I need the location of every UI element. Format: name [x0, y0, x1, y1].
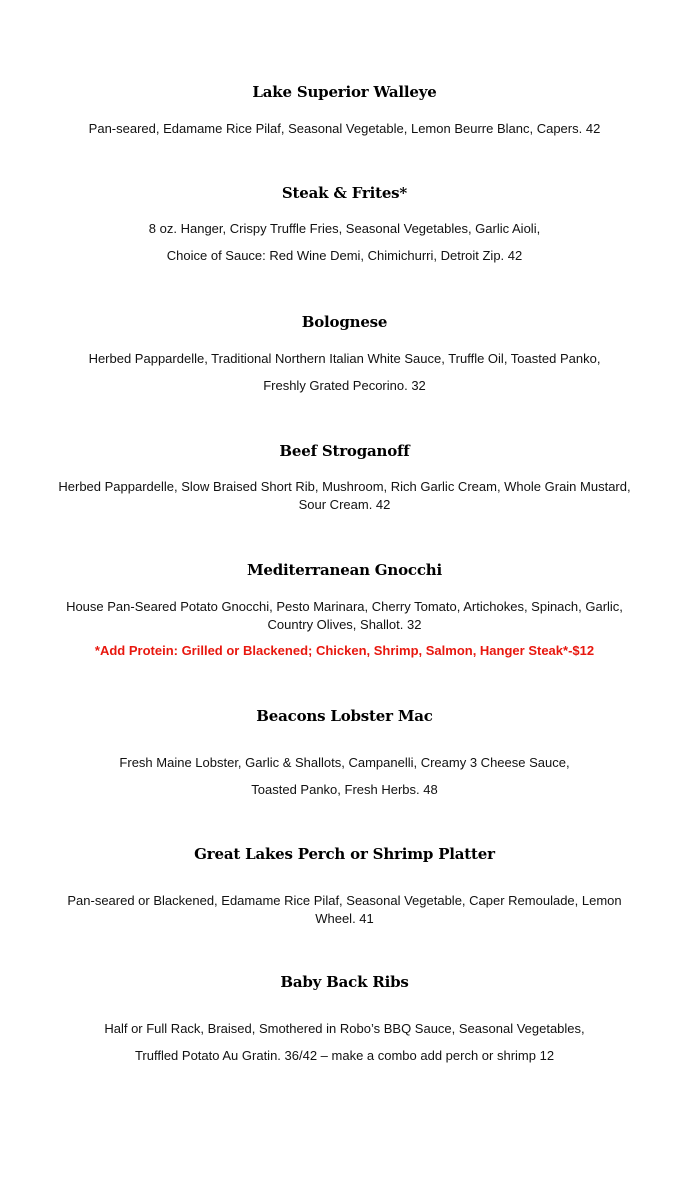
dish-description: Choice of Sauce: Red Wine Demi, Chimichurri, Detroit Zip. 42	[166, 248, 523, 263]
menu-item-bolognese	[40, 313, 649, 394]
menu-item-mediterranean-gnocchi	[40, 561, 649, 658]
dish-description: Half or Full Rack, Braised, Smothered in Robo’s BBQ Sauce, Seasonal Vegetables,	[104, 1021, 585, 1036]
menu-item-beef-stroganoff	[40, 442, 649, 513]
menu-item-lake-superior-walleye	[40, 83, 649, 137]
dish-title: Beef Stroganoff	[279, 442, 410, 460]
dish-description: Pan-seared or Blackened, Edamame Rice Pilaf, Seasonal Vegetable, Caper Remoulade, Lemon	[67, 893, 622, 908]
dish-description: Pan-seared, Edamame Rice Pilaf, Seasonal Vegetable, Lemon Beurre Blanc, Capers. 42	[88, 121, 601, 136]
dish-description: Wheel. 41	[315, 911, 374, 926]
dish-title: Baby Back Ribs	[280, 973, 409, 991]
menu-item-great-lakes-perch-platter	[40, 845, 649, 927]
dish-title: Beacons Lobster Mac	[256, 707, 433, 725]
dish-description: Sour Cream. 42	[298, 497, 391, 512]
add-protein-note: *Add Protein: Grilled or Blackened; Chicken, Shrimp, Salmon, Hanger Steak*-$12	[94, 643, 595, 658]
dish-title: Bolognese	[301, 313, 388, 331]
dish-title: Lake Superior Walleye	[252, 83, 437, 101]
dish-description: Truffled Potato Au Gratin. 36/42 – make a combo add perch or shrimp 12	[134, 1048, 555, 1063]
menu-item-steak-frites	[40, 184, 649, 264]
dish-description: Freshly Grated Pecorino. 32	[263, 378, 426, 393]
dish-title: Great Lakes Perch or Shrimp Platter	[194, 845, 495, 863]
dish-description: Herbed Pappardelle, Traditional Northern Italian White Sauce, Truffle Oil, Toasted Panko,	[88, 351, 601, 366]
dish-description: Herbed Pappardelle, Slow Braised Short Rib, Mushroom, Rich Garlic Cream, Whole Grain Mustard,	[58, 479, 631, 494]
dish-description: Country Olives, Shallot. 32	[267, 617, 422, 632]
menu-item-baby-back-ribs	[40, 973, 649, 1064]
dish-description: 8 oz. Hanger, Crispy Truffle Fries, Seasonal Vegetables, Garlic Aioli,	[148, 221, 541, 236]
dish-description: Fresh Maine Lobster, Garlic & Shallots, Campanelli, Creamy 3 Cheese Sauce,	[119, 755, 570, 770]
dish-title: Steak & Frites*	[281, 184, 408, 202]
menu-item-beacons-lobster-mac	[40, 707, 649, 798]
dish-description: House Pan-Seared Potato Gnocchi, Pesto Marinara, Cherry Tomato, Artichokes, Spinach, Garlic,	[66, 599, 623, 614]
dish-title: Mediterranean Gnocchi	[246, 561, 443, 579]
dish-description: Toasted Panko, Fresh Herbs. 48	[251, 782, 438, 797]
